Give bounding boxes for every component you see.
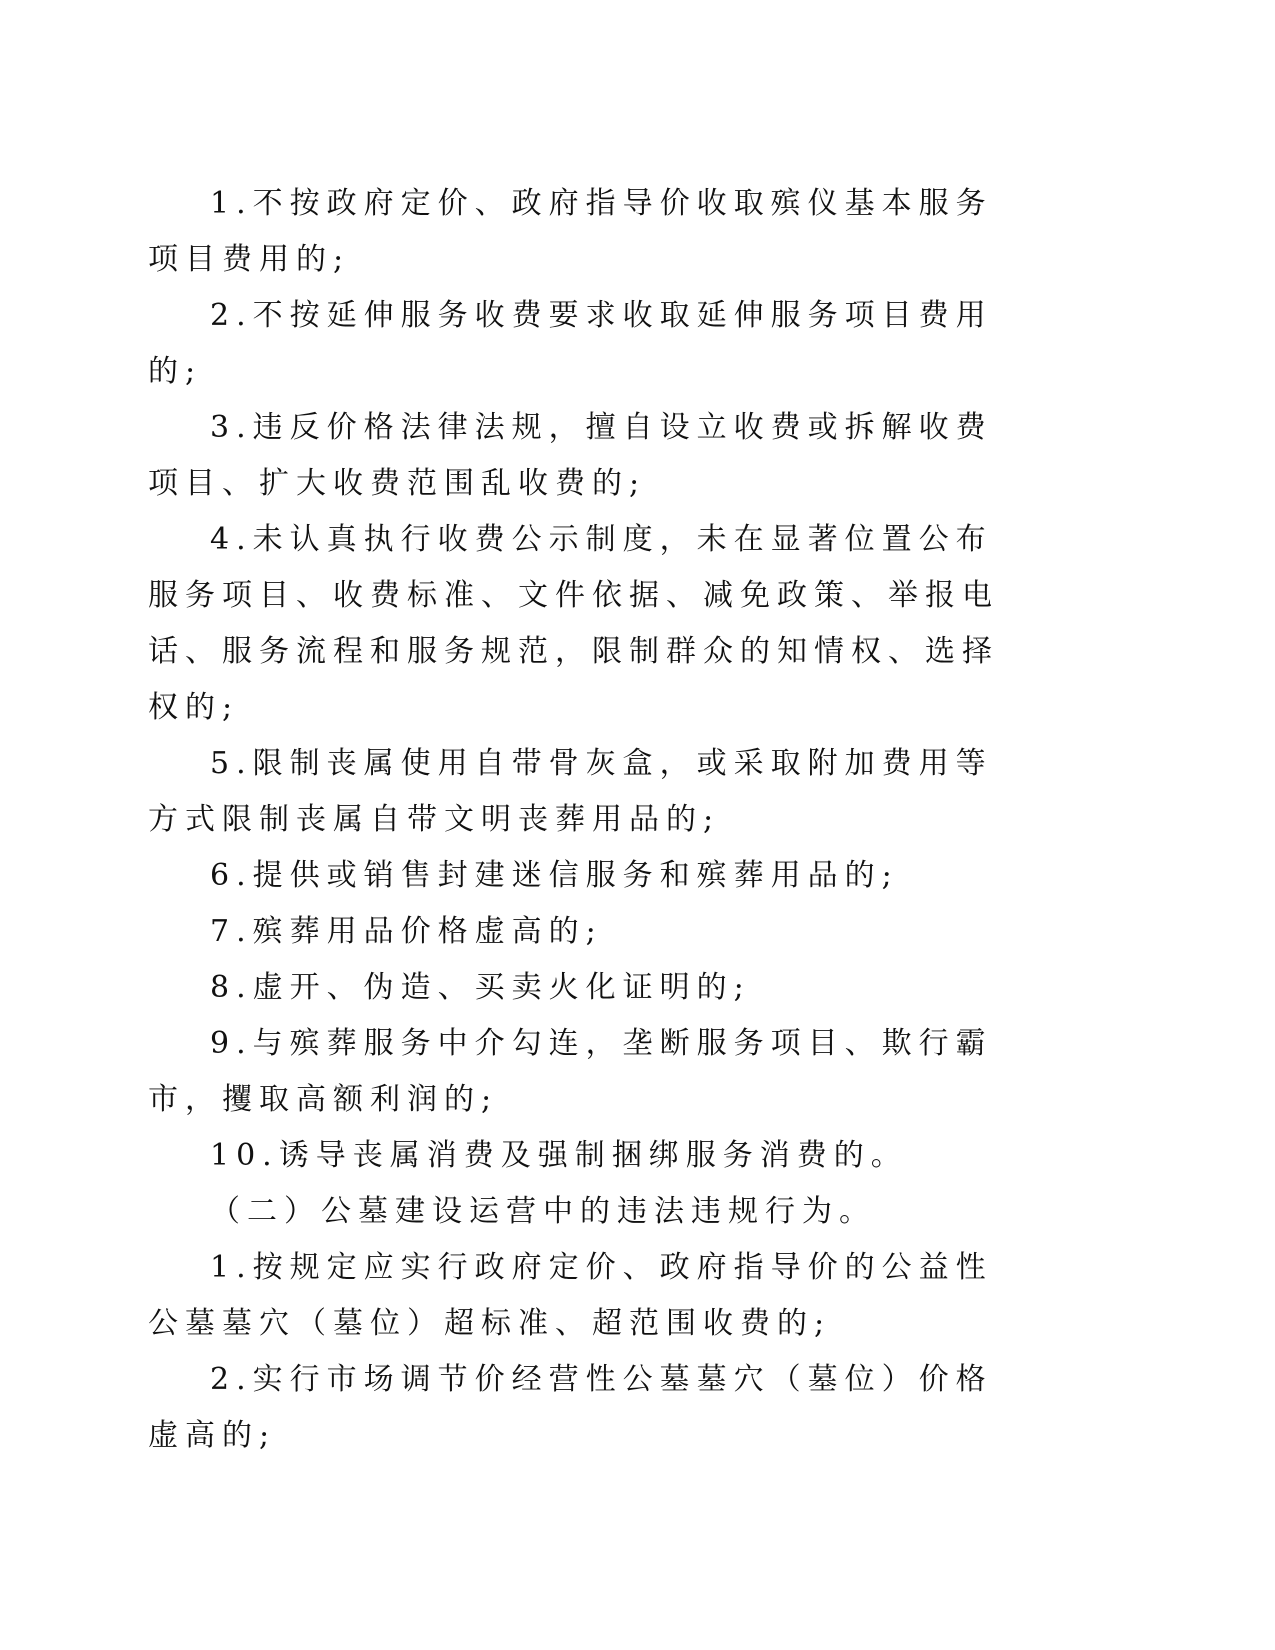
document-body [148,176,1028,1464]
section-heading-cemetery: （二）公墓建设运营中的违法违规行为。 [210,1194,876,1229]
paragraph-funeral-item-4: 4.未认真执行收费公示制度，未在显著位置公布服务项目、收费标准、文件依据、减免政策、举报电话、服务流程和服务规范，限制群众的知情权、选择权的; [148,522,999,725]
paragraph-funeral-item-6: 6.提供或销售封建迷信服务和殡葬用品的; [210,858,899,893]
paragraph-funeral-item-8: 8.虚开、伪造、买卖火化证明的; [210,970,751,1005]
paragraph-cemetery-item-2: 2.实行市场调节价经营性公墓墓穴（墓位）价格虚高的; [148,1362,993,1453]
paragraph-funeral-item-9: 9.与殡葬服务中介勾连，垄断服务项目、欺行霸市，攫取高额利润的; [148,1026,993,1117]
paragraph-funeral-item-3: 3.违反价格法律法规，擅自设立收费或拆解收费项目、扩大收费范围乱收费的; [148,410,993,501]
paragraph-funeral-item-5: 5.限制丧属使用自带骨灰盒，或采取附加费用等方式限制丧属自带文明丧葬用品的; [148,746,993,837]
paragraph-funeral-item-1: 1.不按政府定价、政府指导价收取殡仪基本服务项目费用的; [148,186,993,277]
paragraph-funeral-item-2: 2.不按延伸服务收费要求收取延伸服务项目费用的; [148,298,993,389]
paragraph-funeral-item-10: 10.诱导丧属消费及强制捆绑服务消费的。 [210,1138,908,1173]
paragraph-funeral-item-7: 7.殡葬用品价格虚高的; [210,914,603,949]
paragraph-cemetery-item-1: 1.按规定应实行政府定价、政府指导价的公益性公墓墓穴（墓位）超标准、超范围收费的; [148,1250,993,1341]
